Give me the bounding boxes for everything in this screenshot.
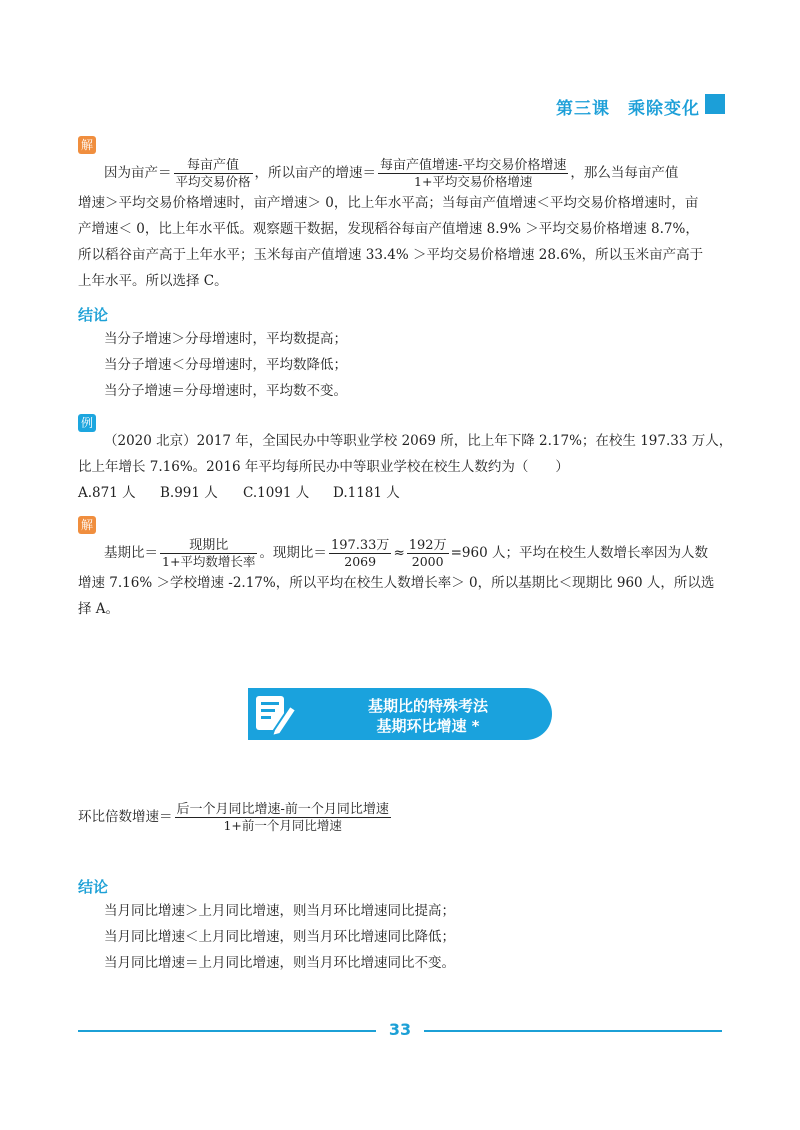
example-tag: 例 xyxy=(78,414,96,432)
sol1-lead: 因为亩产＝ xyxy=(104,165,172,181)
sol1-line: 产增速＜ 0，比上年水平低。观察题干数据，发现稻谷每亩产值增速 8.9% ＞平均交易价格增速 8.7%， xyxy=(78,221,699,237)
sol1-first-line xyxy=(104,158,678,189)
sol1-tail: ，那么当每亩产值 xyxy=(570,165,679,181)
sol2-f2-numerator: 197.33万 xyxy=(330,538,390,553)
sol2-f1-denominator: 1+平均数增长率 xyxy=(162,554,256,569)
sol2-tail: =960 人；平均在校生人数增长率因为人数 xyxy=(450,545,708,561)
pencil-note-icon xyxy=(254,692,298,736)
conclusion-line: 当月同比增速＜上月同比增速，则当月环比增速同比降低； xyxy=(104,929,455,945)
sol2-fraction-approx xyxy=(407,538,449,569)
conclusion-line: 当月同比增速＝上月同比增速，则当月环比增速同比不变。 xyxy=(104,955,455,971)
solution-tag: 解 xyxy=(78,136,96,154)
section-banner xyxy=(248,688,552,740)
banner-title: 基期比的特殊考法 xyxy=(367,697,488,715)
conclusion-heading: 结论 xyxy=(78,878,109,896)
header-square-icon xyxy=(705,94,725,114)
formula-lead: 环比倍数增速＝ xyxy=(78,809,173,825)
sol1-fraction-yield xyxy=(174,158,253,189)
sol2-mid: 。现期比＝ xyxy=(259,545,327,561)
sol1-mid: ，所以亩产的增速＝ xyxy=(254,165,377,181)
sol2-line: 择 A。 xyxy=(78,601,120,617)
sol1-line: 增速＞平均交易价格增速时，亩产增速＞ 0，比上年水平高；当每亩产值增速＜平均交易价格增速时，亩 xyxy=(78,195,699,211)
page-header-title: 第三课 乘除变化 xyxy=(556,99,700,119)
sol2-f3-denominator: 2000 xyxy=(411,554,444,569)
example-line: （2020 北京）2017 年，全国民办中等职业学校 2069 所，比上年下降 2.17%；在校生 197.33 万人， xyxy=(104,433,733,449)
conclusion-heading: 结论 xyxy=(78,306,109,324)
option-b: B.991 人 xyxy=(160,485,218,501)
banner-subtitle: 基期环比增速 * xyxy=(376,717,480,735)
sol1-f2-numerator: 每亩产值增速-平均交易价格增速 xyxy=(380,158,567,173)
sol1-fraction-growth xyxy=(378,158,568,189)
sol2-line: 增速 7.16% ＞学校增速 -2.17%，所以平均在校生人数增长率＞ 0，所以基期比＜现期比 960 人，所以选 xyxy=(78,575,715,591)
conclusion-line: 当月同比增速＞上月同比增速，则当月环比增速同比提高； xyxy=(104,903,455,919)
sol2-first-line xyxy=(104,538,708,569)
sol2-f2-denominator: 2069 xyxy=(344,554,377,569)
example-line: 比上年增长 7.16%。2016 年平均每所民办中等职业学校在校生人数约为（ ） xyxy=(78,459,569,475)
option-d: D.1181 人 xyxy=(333,485,400,501)
sol2-f3-numerator: 192万 xyxy=(408,538,447,553)
sol2-approx: ≈ xyxy=(393,545,405,561)
option-c: C.1091 人 xyxy=(243,485,310,501)
formula-line xyxy=(78,802,393,833)
sol2-f1-numerator: 现期比 xyxy=(160,538,257,554)
sol2-fraction-current xyxy=(329,538,392,569)
conclusion-line: 当分子增速＝分母增速时，平均数不变。 xyxy=(104,383,347,399)
sol2-fraction-base xyxy=(160,538,257,569)
solution-tag: 解 xyxy=(78,516,96,534)
formula-fraction xyxy=(175,802,391,833)
sol1-line: 所以稻谷亩产高于上年水平；玉米每亩产值增速 33.4% ＞平均交易价格增速 28.6%，所以玉米亩产高于 xyxy=(78,247,704,263)
sol1-f1-denominator: 平均交易价格 xyxy=(175,174,251,189)
sol1-line: 上年水平。所以选择 C。 xyxy=(78,273,228,289)
sol2-lead: 基期比＝ xyxy=(104,545,158,561)
conclusion-line: 当分子增速＞分母增速时，平均数提高； xyxy=(104,331,347,347)
footer-rule-left xyxy=(78,1030,376,1032)
sol1-f1-numerator: 每亩产值 xyxy=(174,158,253,174)
footer-rule-right xyxy=(424,1030,722,1032)
option-a: A.871 人 xyxy=(78,485,136,501)
sol1-f2-denominator: 1+平均交易价格增速 xyxy=(414,174,533,189)
formula-numerator: 后一个月同比增速-前一个月同比增速 xyxy=(176,802,389,817)
conclusion-line: 当分子增速＜分母增速时，平均数降低； xyxy=(104,357,347,373)
page-number: 33 xyxy=(388,1020,412,1039)
formula-denominator: 1+前一个月同比增速 xyxy=(223,818,342,833)
